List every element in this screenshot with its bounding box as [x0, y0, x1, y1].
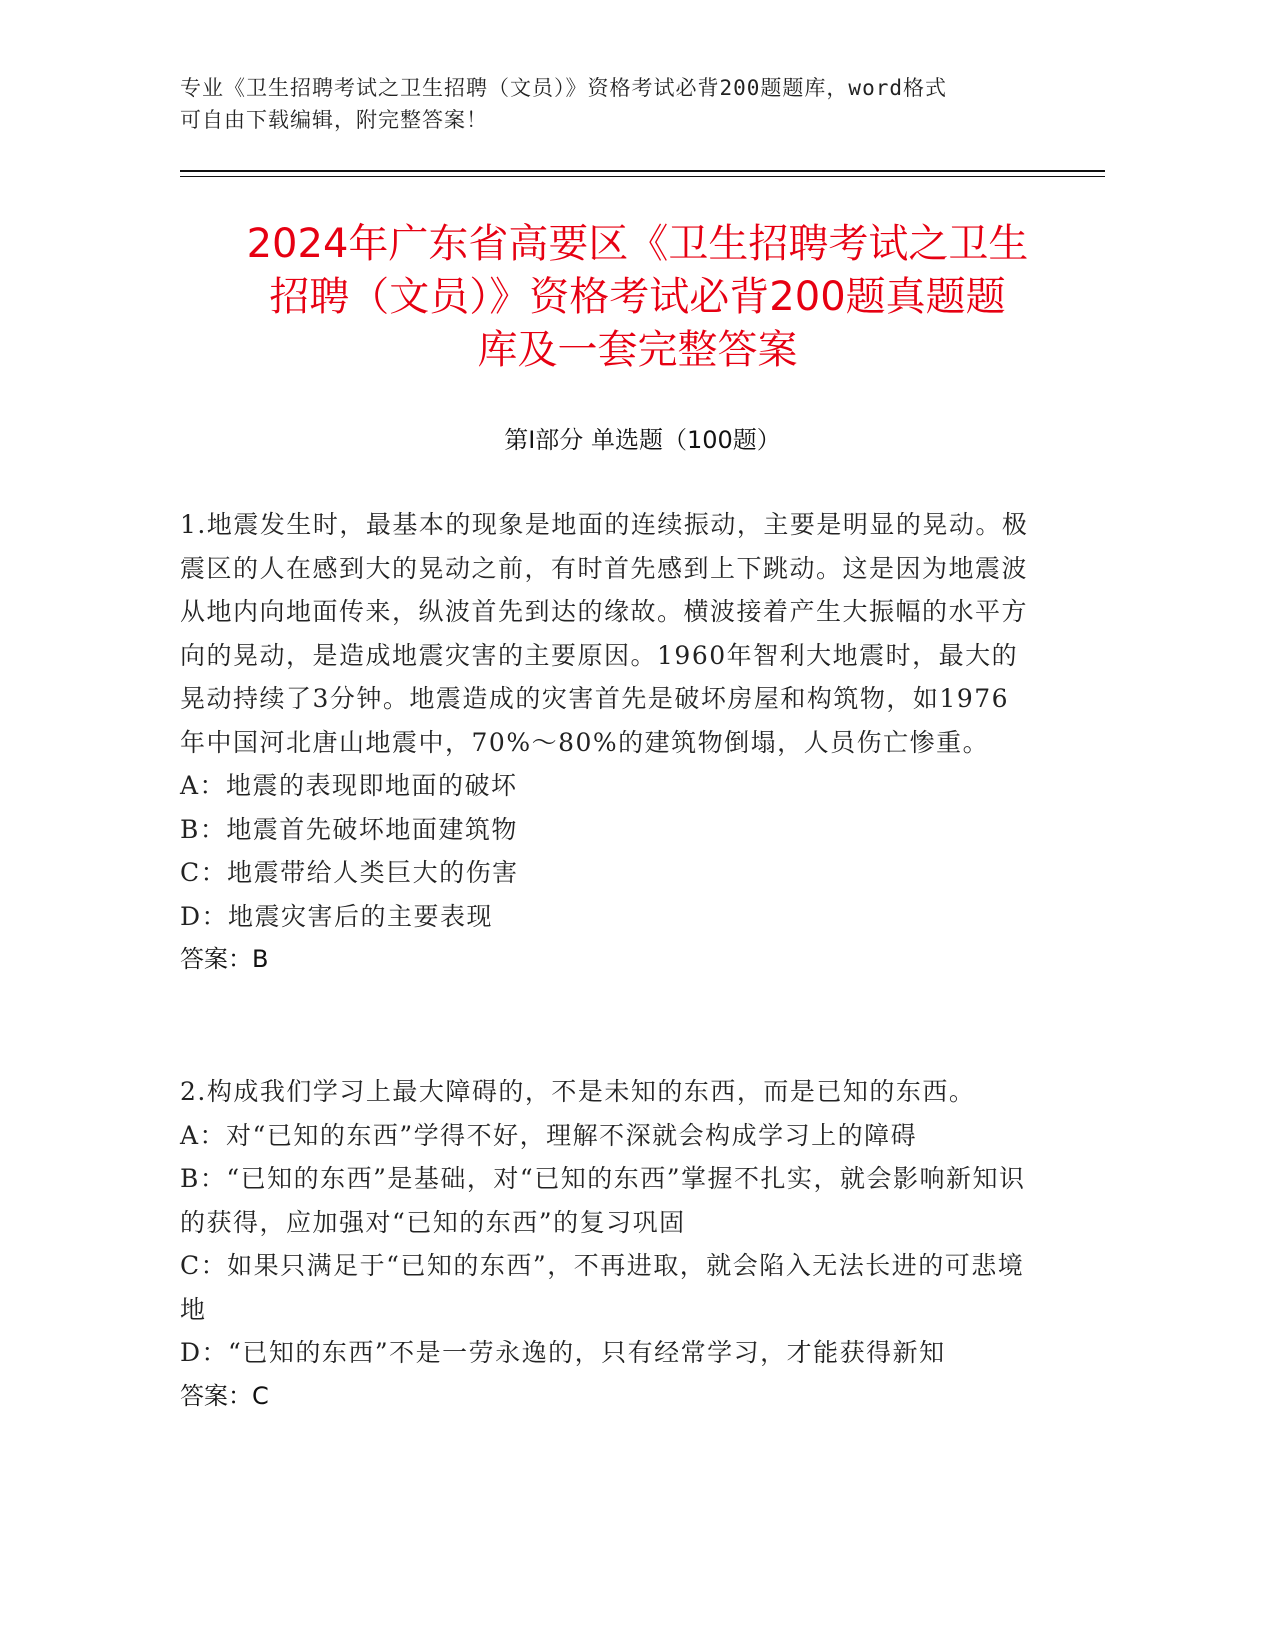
question-stem: 1.地震发生时，最基本的现象是地面的连续振动，主要是明显的晃动。极震区的人在感到大的晃动之前，有时首先感到上下跳动。这是因为地震波从地内向地面传来，纵波首先到达的缘故。横波接着产生大振幅的水平方向的晃动，是造成地震灾害的主要原因。1960年智利大地震时，最大的晃动持续了3分钟。地震造成的灾害首先是破坏房屋和构筑物，如1976年中国河北唐山地震中，70%～80%的建筑物倒塌，人员伤亡惨重。 — [180, 510, 1029, 757]
option-c: C：地震带给人类巨大的伤害 — [180, 858, 519, 887]
question-stem: 2.构成我们学习上最大障碍的，不是未知的东西，而是已知的东西。 — [180, 1077, 976, 1106]
header-note-line-1: 专业《卫生招聘考试之卫生招聘（文员）》资格考试必背200题题库，word格式 — [180, 76, 947, 100]
document-title — [160, 218, 1115, 377]
header-rule-thick — [180, 170, 1105, 172]
header-note-line-2: 可自由下载编辑，附完整答案！ — [180, 108, 488, 132]
header-note — [180, 72, 1080, 136]
option-d: D：地震灾害后的主要表现 — [180, 901, 494, 931]
answer-label: 答案：B — [180, 945, 269, 973]
section-heading: 第Ⅰ部分 单选题（100题） — [504, 426, 781, 454]
title-line-1: 2024年广东省高要区《卫生招聘考试之卫生 — [246, 221, 1029, 267]
option-a: A：对“已知的东西”学得不好，理解不深就会构成学习上的障碍 — [180, 1120, 918, 1150]
answer-label: 答案：C — [180, 1381, 269, 1410]
option-b: B：“已知的东西”是基础，对“已知的东西”掌握不扎实，就会影响新知识的获得，应加强对“已知的东西”的复习巩固 — [180, 1164, 1026, 1237]
question-block — [180, 1070, 1030, 1418]
option-c: C：如果只满足于“已知的东西”，不再进取，就会陷入无法长进的可悲境地 — [180, 1251, 1025, 1324]
header-rule-thin — [180, 176, 1105, 177]
title-line-3: 库及一套完整答案 — [477, 327, 798, 373]
option-b: B：地震首先破坏地面建筑物 — [180, 814, 518, 844]
question-block — [180, 503, 1030, 982]
option-a: A：地震的表现即地面的破坏 — [180, 771, 518, 800]
title-line-2: 招聘（文员）》资格考试必背200题真题题 — [269, 274, 1006, 320]
option-d: D：“已知的东西”不是一劳永逸的，只有经常学习，才能获得新知 — [180, 1338, 946, 1367]
